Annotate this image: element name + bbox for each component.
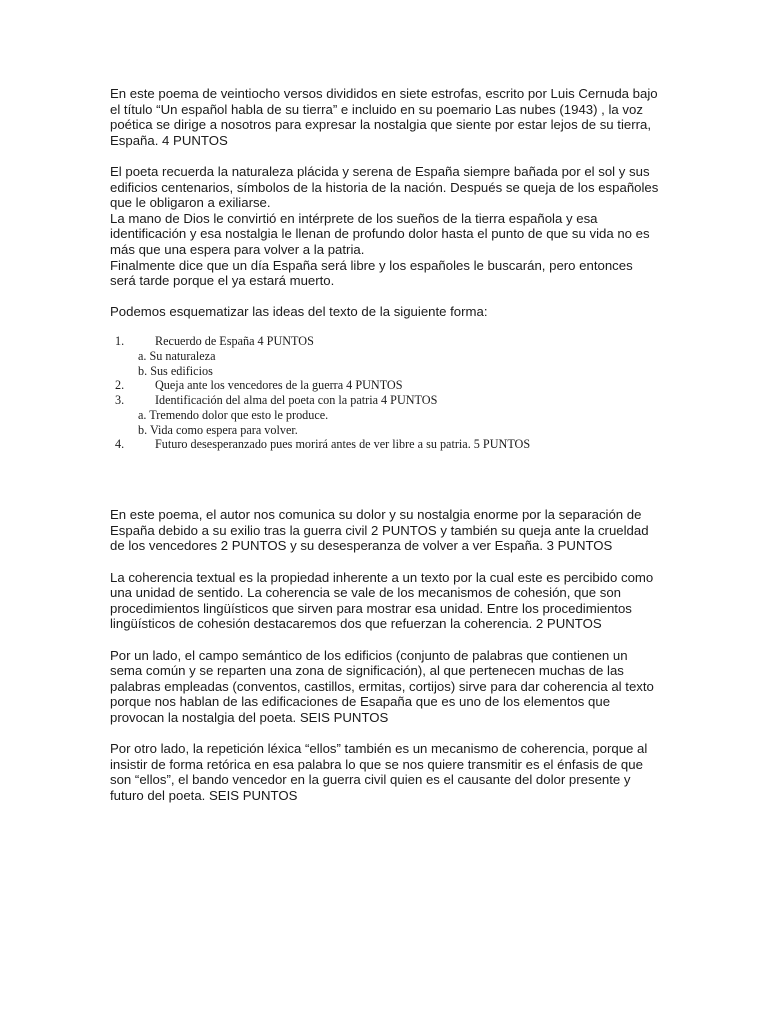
section-gap [110,452,660,507]
paragraph-summary-2: La mano de Dios le convirtió en intérprete de los sueños de la tierra española y esa identificación y esa nostalgia le llenan de profundo dolor hasta el punto de que su vida no es más que una espera para volver a la patria. [110,210,650,257]
paragraph-repetition: Por otro lado, la repetición léxica “ellos” también es un mecanismo de coherencia, porque al insistir de forma retórica en esa palabra lo que se nos quiere transmitir es el énfasis de que son “ellos”, el bando vencedor en la guerra civil quien es el causante del dolor presente y futuro del poeta. SEIS PUNTOS [110,741,648,803]
outline-item-number: 3. [115,393,125,408]
outline-item [110,378,660,393]
paragraph-outline-intro: Podemos esquematizar las ideas del texto de la siguiente forma: [110,304,488,320]
idea-outline-list [110,334,660,452]
outline-subitem: b. Sus edificios [138,363,213,378]
paragraph-gap [110,726,660,742]
paragraph-gap [110,320,660,334]
paragraph-intro: En este poema de veintiocho versos divididos en siete estrofas, escrito por Luis Cernuda bajo el título “Un español habla de su tierra” e incluido en su poemario Las nubes (1943) , la voz poética se dirige a nosotros para expresar la nostalgia que siente por estar lejos de su tierra, España. 4 PUNTOS [110,86,658,148]
paragraph-coherence: La coherencia textual es la propiedad inherente a un texto por la cual este es percibido como una unidad de sentido. La coherencia se vale de los mecanismos de cohesión, que son procedimientos lingüísticos que sirven para mostrar esa unidad. Entre los procedimientos lingüísticos de cohesión destacaremos dos que refuerzan la coherencia. 2 PUNTOS [110,569,654,632]
outline-item [110,437,660,452]
outline-item-text: Identificación del alma del poeta con la patria 4 PUNTOS [155,393,438,408]
outline-item-number: 1. [115,333,125,348]
outline-subitem: a. Tremendo dolor que esto le produce. [138,407,329,422]
paragraph-gap [110,554,660,570]
outline-subitem: a. Su naturaleza [138,348,216,363]
paragraph-summary-1: El poeta recuerda la naturaleza plácida y serena de España siempre bañada por el sol y sus edificios centenarios, símbolos de la historia de la nación. Después se queja de los españoles que le obligaron a exiliarse. [110,163,659,211]
document-page [110,86,660,804]
outline-item-text: Futuro desesperanzado pues morirá antes de ver libre a su patria. 5 PUNTOS [155,437,531,452]
outline-item-text: Recuerdo de España 4 PUNTOS [155,333,314,348]
outline-subitem: b. Vida como espera para volver. [138,422,298,437]
paragraph-gap [110,148,660,164]
paragraph-summary-3: Finalmente dice que un día España será libre y los españoles le buscarán, pero entonces será tarde porque el ya estará muerto. [110,257,633,289]
paragraph-conclusion: En este poema, el autor nos comunica su dolor y su nostalgia enorme por la separación de España debido a su exilio tras la guerra civil 2 PUNTOS y también su queja ante la crueldad de los vencedores 2 PUNTOS y su desesperanza de volver a ver España. 3 PUNTOS [110,507,649,554]
outline-item [110,334,660,349]
paragraph-gap [110,632,660,648]
outline-item-text: Queja ante los vencedores de la guerra 4 PUNTOS [155,378,403,393]
outline-item-number: 2. [115,378,125,393]
paragraph-gap [110,289,660,305]
outline-item [110,393,660,408]
outline-item-number: 4. [115,437,125,452]
paragraph-semantic-field: Por un lado, el campo semántico de los edificios (conjunto de palabras que contienen un sema común y se reparten una zona de significación), al que pertenecen muchas de las palabras empleadas (conventos, castillos, ermitas, cortijos) sirve para dar coherencia al texto porque nos hablan de las edificaciones de Esapaña que es uno de los elementos que provocan la nostalgia del poeta. SEIS PUNTOS [110,647,654,725]
